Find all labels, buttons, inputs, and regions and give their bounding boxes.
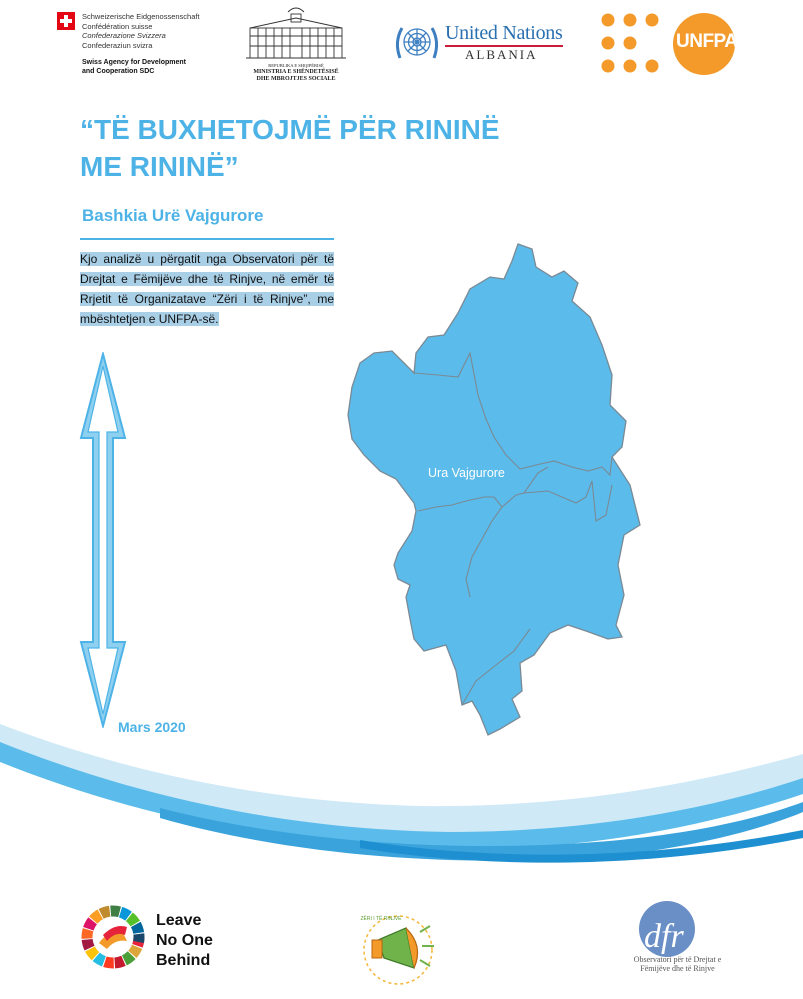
un-name: United Nations [445,22,563,44]
sdc-line: and Cooperation SDC [82,68,155,75]
subtitle-underline [80,238,334,240]
lnob-line: No One [156,932,213,949]
wave-decoration [0,690,803,890]
ministry-text [236,62,356,83]
swiss-line: Schweizerische Eidgenossenschaft [82,12,200,21]
unfpa-text: UNFPA [676,31,738,52]
sdc-line: Swiss Agency for Development [82,59,186,66]
document-title: “TË BUXHETOJMË PËR RININË ME RININË” [80,114,500,182]
document-date: Mars 2020 [118,719,186,735]
swiss-confederation-text [82,12,200,50]
lnob-line: Behind [156,952,211,969]
intro-text: Kjo analizë u përgatit nga Observatori për të Drejtat e Fëmijëve dhe të Rinjve, në emër të Rrjetit të Organizatave “Zëri i të Rinjve”, me mbështetjen e UNFPA-së. [80,252,334,326]
swiss-line: Confédération suisse [82,21,153,31]
lnob-wheel-icon [80,904,146,970]
observatory-text: Observatori për të Drejtat e Fëmijëve dhe të Rinjve [633,955,722,973]
double-arrow-icon [78,352,128,728]
lnob-text [156,911,213,971]
un-country: ALBANIA [465,47,538,62]
map-region-outline [348,244,640,735]
swiss-line: Confederaziun svizra [82,40,153,50]
ministry-line: DHE MBROJTJES SOCIALE [256,76,336,82]
ministry-line: MINISTRIA E SHËNDETËSISË [253,69,339,75]
map-label: Ura Vajgurore [428,466,505,480]
zeri-label: ZËRI I TË RINJVE [360,916,402,922]
swiss-agency-text [82,58,202,76]
swiss-line: Confederazione Svizzera [82,31,166,40]
municipality-map [340,235,650,745]
document-subtitle: Bashkia Urë Vajgurore [82,206,264,225]
lnob-line: Leave [156,912,202,929]
intro-paragraph [80,249,334,329]
ministry-building-icon [244,2,348,62]
dfr-text: dfr [644,918,684,955]
ministry-line: REPUBLIKA E SHQIPËRISË [268,63,324,68]
swiss-flag-icon [57,12,75,30]
un-emblem-icon [390,20,444,68]
